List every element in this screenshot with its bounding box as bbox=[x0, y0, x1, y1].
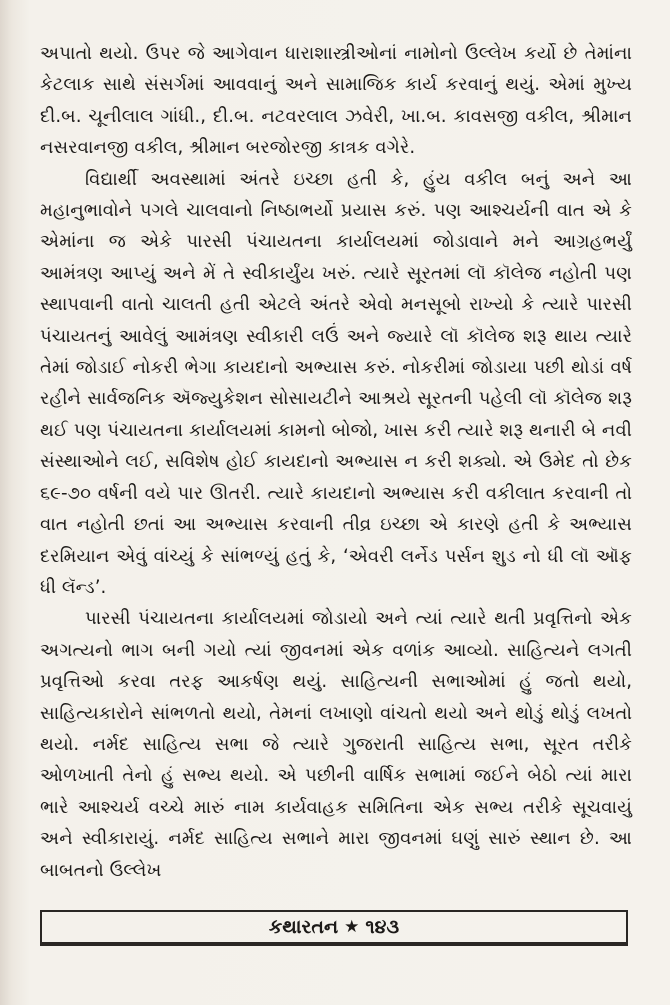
paragraph-3: પારસી પંચાયતના કાર્યાલયમાં જોડાયો અને ત્યાં ત્યારે થતી પ્રવૃત્તિનો એક અગત્યનો ભાગ બની ગયો ત્યાં જીવનમાં એક વળાંક આવ્યો. સાહિત્યને લગતી પ્રવૃત્તિઓ કરવા તરફ આકર્ષણ થયું. સાહિત્યની સભાઓમાં હું જતો થયો, સાહિત્યકારોને સાંભળતો થયો, તેમનાં લખાણો વાંચતો થયો અને થોડું થોડું લખતો થયો. નર્મદ સાહિત્ય સભા જે ત્યારે ગુજરાતી સાહિત્ય સભા, સૂરત તરીકે ઓળખાતી તેનો હું સભ્ય થયો. એ પછીની વાર્ષિક સભામાં જઈને બેઠો ત્યાં મારા ભારે આશ્ચર્ય વચ્ચે મારું નામ કાર્યવાહક સમિતિના એક સભ્ય તરીકે સૂચવાયું અને સ્વીકારાયું. નર્મદ સાહિત્ય સભાને મારા જીવનમાં ઘણું સારું સ્થાન છે. આ બાબતનો ઉલ્લેખ bbox=[40, 608, 632, 881]
page-number: ૧૪૩ bbox=[365, 916, 400, 938]
footer-rule bbox=[40, 944, 628, 946]
book-title: કથારતન bbox=[268, 916, 339, 938]
body-text bbox=[40, 38, 632, 886]
paragraph-1: અપાતો થયો. ઉપર જે આગેવાન ધારાશાસ્ત્રીઓનાં નામોનો ઉલ્લેખ કર્યો છે તેમાંના કેટલાક સાથે સંસર્ગમાં આવવાનું અને સામાજિક કાર્ય કરવાનું થયું. એમાં મુખ્ય દી.બ. ચૂનીલાલ ગાંધી., દી.બ. નટવરલાલ ઝવેરી, ખા.બ. કાવસજી વકીલ, શ્રીમાન નસરવાનજી વકીલ, શ્રીમાન બરજોરજી કાત્રક વગેરે. bbox=[40, 43, 633, 159]
page-footer bbox=[40, 910, 628, 944]
paragraph-2: વિદ્યાર્થી અવસ્થામાં અંતરે ઇચ્છા હતી કે, હુંય વકીલ બનું અને આ મહાનુભાવોને પગલે ચાલવાનો નિષ્ઠાભર્યો પ્રયાસ કરું. પણ આશ્ચર્યની વાત એ કે એમાંના જ એકે પારસી પંચાયતના કાર્યાલયમાં જોડાવાને મને આગ્રહભર્યું આમંત્રણ આપ્યું અને મેં તે સ્વીકાર્યુંય ખરું. ત્યારે સૂરતમાં લૉ કૉલેજ નહોતી પણ સ્થાપવાની વાતો ચાલતી હતી એટલે અંતરે એવો મનસૂબો રાખ્યો કે ત્યારે પારસી પંચાયતનું આવેલું આમંત્રણ સ્વીકારી લઉં અને જ્યારે લૉ કૉલેજ શરૂ થાય ત્યારે તેમાં જોડાઈ નોકરી ભેગા કાયદાનો અભ્યાસ કરું. નોકરીમાં જોડાયા પછી થોડાં વર્ષ રહીને સાર્વજનિક ઍજ્યુકેશન સોસાયટીને આશ્રયે સૂરતની પહેલી લૉ કૉલેજ શરૂ થઈ પણ પંચાયતના કાર્યાલયમાં કામનો બોજો, ખાસ કરી ત્યારે શરૂ થનારી બે નવી સંસ્થાઓને લઈ, સવિશેષ હોઈ કાયદાનો અભ્યાસ ન કરી શક્યો. એ ઉમેદ તો છેક ૬૯-૭૦ વર્ષની વયે પાર ઊતરી. ત્યારે કાયદાનો અભ્યાસ કરી વકીલાત કરવાની તો વાત નહોતી છતાં આ અભ્યાસ કરવાની તીવ્ર ઇચ્છા એ કારણે હતી કે અભ્યાસ દરમિયાન એવું વાંચ્યું કે સાંભળ્યું હતું કે, ‘એવરી લર્નેડ પર્સન શુડ નો ધી લૉ ઑફ ધી લૅન્ડ’. bbox=[40, 168, 632, 598]
star-icon: ★ bbox=[344, 917, 360, 937]
